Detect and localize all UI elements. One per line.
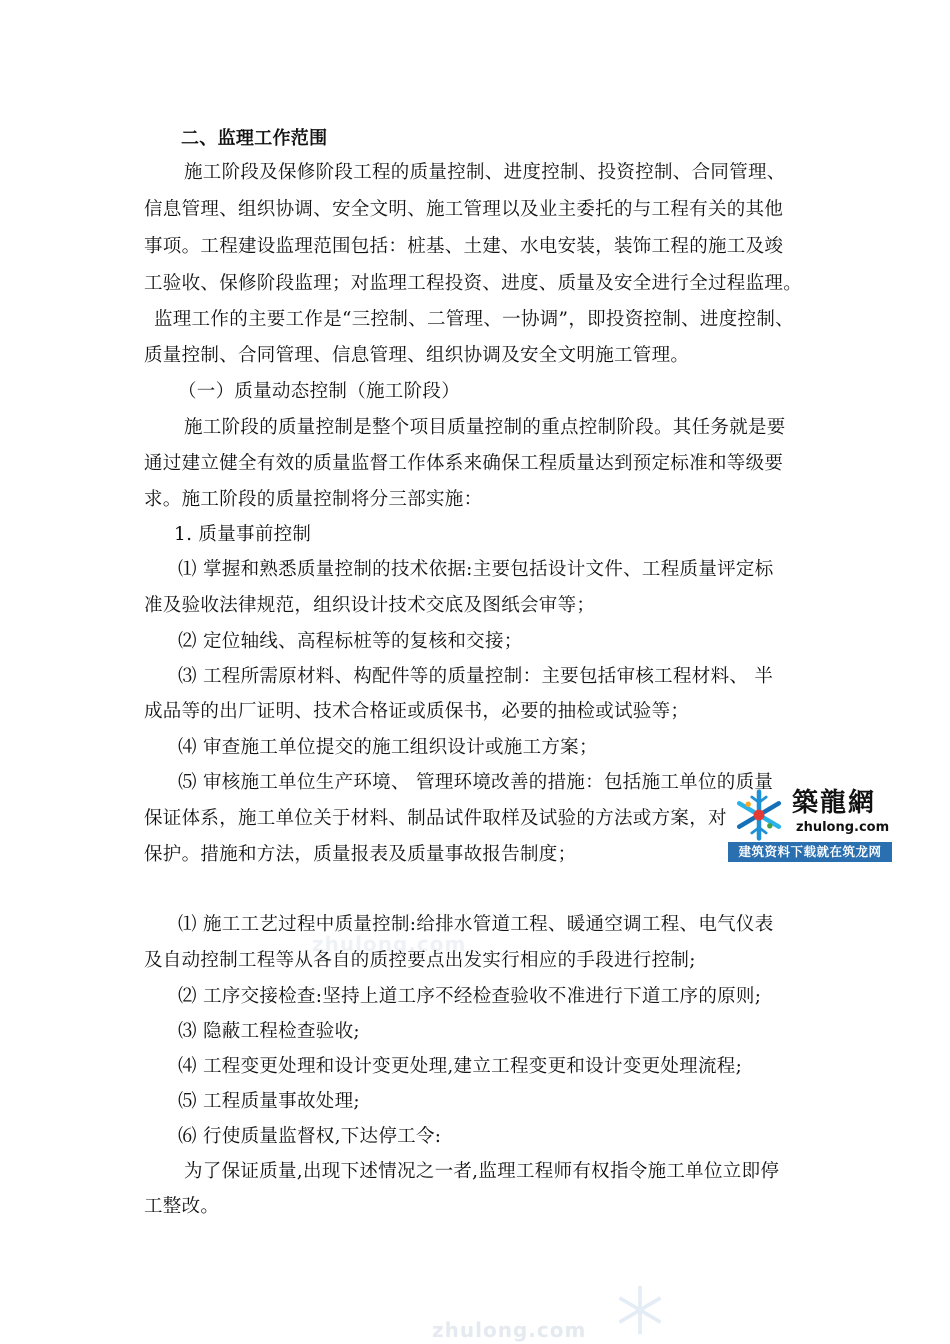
pre-item-3-line-2: 成品等的出厂证明、技术合格证或质保书，必要的抽检或试验等； (144, 701, 690, 722)
zhulong-logo (728, 784, 892, 862)
pre-item-2: ⑵ 定位轴线、高程标桩等的复核和交接； (178, 631, 523, 652)
section1-title: 1. 质量事前控制 (174, 524, 312, 545)
mid-item-5: ⑸ 工程质量事故处理; (178, 1091, 360, 1112)
watermark-snowflake-icon (612, 1282, 668, 1338)
snowflake-logo-icon (732, 788, 786, 842)
mid-item-4: ⑷ 工程变更处理和设计变更处理,建立工程变更和设计变更处理流程; (178, 1056, 743, 1077)
mid-item-1-line-2: 及自动控制工程等从各自的质控要点出发实行相应的手段进行控制; (144, 950, 696, 971)
logo-chinese-name: 築龍網 (792, 788, 877, 818)
para2-line-2: 质量控制、合同管理、信息管理、组织协调及安全文明施工管理。 (144, 345, 690, 366)
pre-item-3-line-1: ⑶ 工程所需原材料、构配件等的质量控制：主要包括审核工程材料、 半 (178, 666, 774, 687)
para1-line-3: 事项。工程建设监理范围包括：桩基、土建、水电安装，装饰工程的施工及竣 (144, 236, 784, 257)
logo-tagline: 建筑资料下载就在筑龙网 (728, 842, 892, 862)
closing-line-2: 工整改。 (144, 1196, 220, 1217)
watermark-middle: zhulong.com (312, 932, 467, 956)
para2-line-1: 监理工作的主要工作是“三控制、二管理、一协调”，即投资控制、进度控制、 (154, 309, 794, 330)
para1-line-1: 施工阶段及保修阶段工程的质量控制、进度控制、投资控制、合同管理、 (184, 162, 786, 183)
para1-line-2: 信息管理、组织协调、安全文明、施工管理以及业主委托的与工程有关的其他 (144, 199, 784, 220)
section-heading: 二、监理工作范围 (181, 128, 328, 149)
logo-domain: zhulong.com (796, 820, 890, 835)
pre-item-1-line-2: 准及验收法律规范，组织设计技术交底及图纸会审等； (144, 595, 596, 616)
subheading-quality-control: （一）质量动态控制（施工阶段） (178, 381, 461, 402)
pre-item-5-line-3: 保护。措施和方法，质量报表及质量事故报告制度； (144, 844, 577, 865)
mid-item-2: ⑵ 工序交接检查:坚持上道工序不经检查验收不准进行下道工序的原则; (178, 986, 762, 1007)
para1-line-4: 工验收、保修阶段监理；对监理工程投资、进度、质量及安全进行全过程监理。 (144, 273, 803, 294)
watermark-bottom: zhulong.com (432, 1318, 587, 1342)
para3-line-3: 求。施工阶段的质量控制将分三部实施： (144, 489, 483, 510)
pre-item-5-line-2: 保证体系，施工单位关于材料、制品试件取样及试验的方法或方案，对 (144, 808, 727, 829)
mid-item-6: ⑹ 行使质量监督权,下达停工令: (178, 1126, 442, 1147)
pre-item-5-line-1: ⑸ 审核施工单位生产环境、 管理环境改善的措施：包括施工单位的质量 (178, 772, 774, 793)
pre-item-4: ⑷ 审查施工单位提交的施工组织设计或施工方案； (178, 737, 598, 758)
mid-item-1-line-1: ⑴ 施工工艺过程中质量控制:给排水管道工程、暖通空调工程、电气仪表 (178, 914, 774, 935)
pre-item-1-line-1: ⑴ 掌握和熟悉质量控制的技术依据:主要包括设计文件、工程质量评定标 (178, 559, 774, 580)
mid-item-3: ⑶ 隐蔽工程检查验收; (178, 1021, 360, 1042)
para3-line-1: 施工阶段的质量控制是整个项目质量控制的重点控制阶段。其任务就是要 (184, 417, 786, 438)
closing-line-1: 为了保证质量,出现下述情况之一者,监理工程师有权指令施工单位立即停 (184, 1161, 780, 1182)
para3-line-2: 通过建立健全有效的质量监督工作体系来确保工程质量达到预定标准和等级要 (144, 453, 784, 474)
